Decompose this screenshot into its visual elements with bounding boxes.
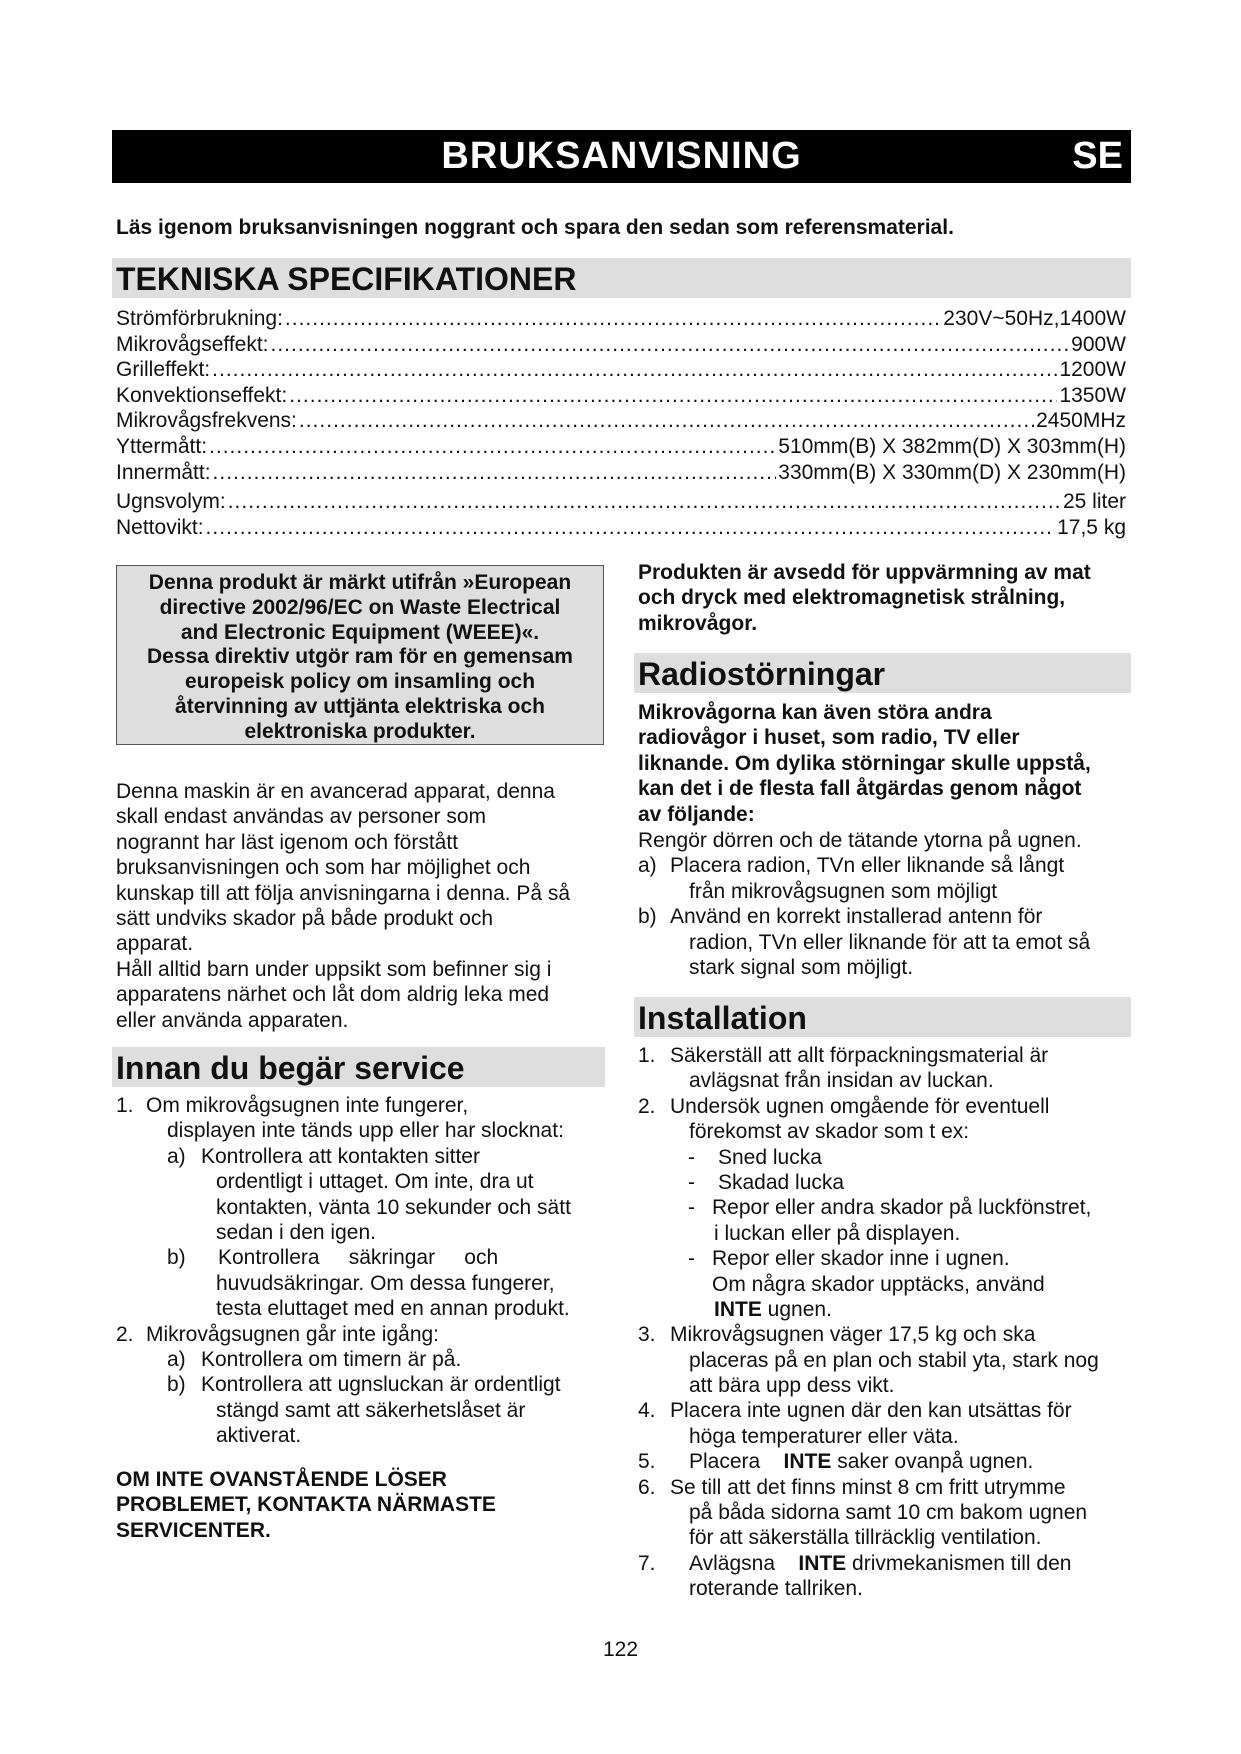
- list-item: [638, 955, 1138, 980]
- item-text: Skadad lucka: [718, 1170, 845, 1194]
- list-item: [638, 904, 1138, 929]
- item-number: b): [167, 1373, 186, 1397]
- intro-text: Läs igenom bruksanvisningen noggrant och spara den sedan som referensmaterial.: [116, 216, 954, 239]
- spec-value: 330mm(B) X 330mm(D) X 230mm(H): [778, 460, 1126, 484]
- list-item: [638, 853, 1138, 878]
- list-item: [116, 1220, 616, 1245]
- item-text: aktiverat.: [216, 1424, 302, 1448]
- item-bullet: -: [688, 1196, 695, 1220]
- para-line: radiovågor i huset, som radio, TV eller: [638, 726, 1020, 750]
- list-item: [638, 1145, 1138, 1170]
- spec-value: 2450MHz: [1036, 409, 1126, 433]
- list-item: [638, 1348, 1138, 1373]
- list-item: [116, 1093, 616, 1118]
- list-item: [116, 1347, 616, 1372]
- item-number: 6.: [638, 1475, 656, 1499]
- list-item: [116, 1195, 616, 1220]
- spec-label: Ugnsvolym:: [116, 490, 226, 514]
- para-line: skall endast användas av personer som: [116, 805, 487, 829]
- para-line: apparatens närhet och låt dom aldrig leka med: [116, 983, 550, 1007]
- spec-label: Strömförbrukning:: [116, 307, 283, 330]
- list-item: [638, 1272, 1138, 1297]
- weee-line: Dessa direktiv utgör ram för en gemensam: [147, 645, 573, 669]
- spec-value: 1200W: [1059, 358, 1126, 382]
- list-item: [638, 1094, 1138, 1119]
- item-text: displayen inte tänds upp eller har slocknat:: [167, 1119, 564, 1143]
- item-text: stark signal som möjligt.: [689, 955, 914, 979]
- list-item: [638, 1475, 1138, 1500]
- spec-label: Yttermått:: [116, 434, 208, 458]
- item-text: Undersök ugnen omgående för eventuell: [670, 1094, 1050, 1118]
- list-item: [116, 1271, 616, 1296]
- radio-intro: [638, 700, 1091, 827]
- spec-row: [116, 383, 1126, 409]
- item-text: Avlägsna INTE drivmekanismen till den: [689, 1551, 1072, 1575]
- list-item: [638, 1246, 1138, 1271]
- item-text: testa eluttaget med en annan produkt.: [216, 1297, 570, 1321]
- spec-row: [116, 489, 1126, 515]
- weee-line: directive 2002/96/EC on Waste Electrical: [159, 595, 561, 619]
- usage-paragraph: [116, 779, 570, 1033]
- page-number: 122: [602, 1638, 639, 1661]
- spec-label: Mikrovågseffekt:: [116, 332, 269, 356]
- radio-list: [638, 828, 1138, 980]
- item-number: 1.: [116, 1094, 134, 1117]
- list-item: [638, 1297, 1138, 1322]
- list-item: [638, 1398, 1138, 1423]
- list-item: [638, 879, 1138, 904]
- list-item: [116, 1423, 616, 1448]
- contact-line: SERVICENTER.: [116, 1518, 271, 1542]
- item-text: radion, TVn eller liknande för att ta emot så: [689, 930, 1091, 954]
- list-item: [116, 1144, 616, 1169]
- item-number: 4.: [638, 1399, 656, 1423]
- list-item: [116, 1296, 616, 1321]
- list-item: [116, 1322, 616, 1347]
- specs-list: [116, 306, 1126, 540]
- page-title: BRUKSANVISNING: [441, 135, 802, 177]
- weee-line: and Electronic Equipment (WEEE)«.: [180, 620, 540, 644]
- para-line: bruksanvisningen och som har möjlighet och: [116, 856, 531, 880]
- list-item: [638, 1525, 1138, 1550]
- spec-label: Innermått:: [116, 460, 211, 484]
- item-text: förekomst av skador som t ex:: [689, 1120, 970, 1144]
- radio-heading: Radiostörningar: [634, 653, 1131, 693]
- service-contact-notice: [116, 1467, 496, 1543]
- item-text: Placera inte ugnen där den kan utsättas för: [670, 1399, 1072, 1423]
- language-code: SE: [1072, 135, 1123, 177]
- item-text: Kontrollera att kontakten sitter: [201, 1144, 480, 1168]
- spec-label: Mikrovågsfrekvens:: [116, 409, 297, 433]
- para-line: nogrannt har läst igenom och förstått: [116, 830, 459, 854]
- item-text: INTE ugnen.: [714, 1297, 832, 1321]
- weee-line: Denna produkt är märkt utifrån »European: [148, 571, 572, 594]
- item-number: 2.: [116, 1322, 134, 1346]
- item-text: avlägsnat från insidan av luckan.: [689, 1069, 994, 1093]
- item-text: Repor eller andra skador på luckfönstret,: [712, 1196, 1092, 1220]
- spec-row: [116, 357, 1126, 383]
- list-item: [116, 1118, 616, 1143]
- item-number: 7.: [638, 1551, 656, 1575]
- item-text: att bära upp dess vikt.: [689, 1374, 895, 1398]
- para-line: kan det i de flesta fall åtgärdas genom något: [638, 777, 1082, 801]
- list-item: [638, 1576, 1138, 1601]
- item-text: Sned lucka: [718, 1145, 822, 1169]
- spec-row: [116, 306, 1126, 332]
- item-text: Placera radion, TVn eller liknande så långt: [670, 854, 1065, 878]
- item-text: placeras på en plan och stabil yta, stark nog: [689, 1348, 1099, 1372]
- item-number: a): [638, 854, 657, 878]
- contact-line: PROBLEMET, KONTAKTA NÄRMASTE: [116, 1493, 496, 1517]
- weee-notice-box: [116, 565, 604, 745]
- para-line: eller använda apparaten.: [116, 1008, 349, 1032]
- spec-value: 900W: [1071, 332, 1126, 356]
- list-item: [638, 1373, 1138, 1398]
- para-line: mikrovågor.: [638, 611, 758, 635]
- para-line: kunskap till att följa anvisningarna i denna. På så: [116, 881, 571, 905]
- item-text: Säkerställ att allt förpackningsmaterial är: [670, 1044, 1049, 1067]
- para-line: sätt undviks skador på både produkt och: [116, 907, 494, 931]
- spec-row: [116, 332, 1126, 358]
- service-heading: Innan du begär service: [112, 1047, 605, 1087]
- list-item: [638, 1551, 1138, 1576]
- list-item: [638, 1424, 1138, 1449]
- weee-line: europeisk policy om insamling och: [184, 670, 536, 694]
- item-number: 3.: [638, 1323, 656, 1347]
- item-number: a): [167, 1144, 186, 1168]
- spec-row: [116, 460, 1126, 486]
- installation-heading: Installation: [634, 997, 1131, 1037]
- list-item: [638, 1500, 1138, 1525]
- para-line: av följande:: [638, 802, 755, 826]
- service-list: [116, 1093, 616, 1448]
- item-text: Kontrollera att ugnsluckan är ordentligt: [201, 1373, 561, 1397]
- item-text: höga temperaturer eller väta.: [689, 1424, 959, 1448]
- spec-row: [116, 434, 1126, 460]
- item-text: Använd en korrekt installerad antenn för: [670, 905, 1043, 929]
- item-text: för att säkerställa tillräcklig ventilation.: [689, 1526, 1042, 1550]
- item-text: Se till att det finns minst 8 cm fritt utrymme: [670, 1475, 1066, 1499]
- para-line: och dryck med elektromagnetisk strålning,: [638, 586, 1066, 610]
- item-number: b): [167, 1246, 186, 1270]
- para-line: apparat.: [116, 932, 194, 956]
- spec-value: 1350W: [1059, 383, 1126, 407]
- item-number: 1.: [638, 1044, 656, 1067]
- list-item: [638, 1043, 1138, 1068]
- purpose-paragraph: [638, 560, 1091, 636]
- item-text: Kontrollera säkringar och: [218, 1246, 499, 1270]
- spec-value: 230V~50Hz,1400W: [943, 307, 1126, 330]
- para-line: liknande. Om dylika störningar skulle uppstå,: [638, 751, 1091, 775]
- item-number: b): [638, 905, 657, 929]
- item-text: Placera INTE saker ovanpå ugnen.: [689, 1450, 1034, 1474]
- para-line: Mikrovågorna kan även störa andra: [638, 701, 992, 724]
- item-text: Repor eller skador inne i ugnen.: [712, 1247, 1010, 1271]
- item-bullet: -: [688, 1170, 695, 1194]
- list-item: [638, 930, 1138, 955]
- list-item: [638, 1170, 1138, 1195]
- list-item: [116, 1398, 616, 1423]
- item-text: Rengör dörren och de tätande ytorna på ugnen.: [638, 829, 1082, 852]
- para-line: Produkten är avsedd för uppvärmning av mat: [638, 561, 1091, 584]
- item-text: Om mikrovågsugnen inte fungerer,: [146, 1094, 469, 1117]
- contact-line: OM INTE OVANSTÅENDE LÖSER: [116, 1468, 447, 1491]
- spec-row: [116, 408, 1126, 434]
- item-text: roterande tallriken.: [689, 1577, 863, 1601]
- item-text: Kontrollera om timern är på.: [201, 1347, 462, 1371]
- list-item: [638, 1449, 1138, 1474]
- spec-label: Grilleffekt:: [116, 358, 211, 382]
- list-item: [116, 1372, 616, 1397]
- item-bullet: -: [688, 1145, 695, 1169]
- installation-list: [638, 1043, 1138, 1602]
- spec-value: 17,5 kg: [1057, 515, 1126, 539]
- list-item: [638, 1119, 1138, 1144]
- item-text: Mikrovågsugnen väger 17,5 kg och ska: [670, 1323, 1036, 1347]
- item-number: 5.: [638, 1450, 656, 1474]
- weee-line: elektroniska produkter.: [244, 719, 476, 743]
- spec-value: 25 liter: [1062, 490, 1126, 514]
- item-text: i luckan eller på displayen.: [714, 1221, 961, 1245]
- item-text: ordentligt i uttaget. Om inte, dra ut: [216, 1170, 534, 1194]
- item-text: stängd samt att säkerhetslåset är: [216, 1398, 526, 1422]
- item-number: a): [167, 1347, 186, 1371]
- list-item: [638, 1195, 1138, 1220]
- weee-line: återvinning av uttjänta elektriska och: [175, 694, 545, 718]
- list-item: [116, 1169, 616, 1194]
- list-item: [638, 828, 1138, 853]
- spec-value: 510mm(B) X 382mm(D) X 303mm(H): [778, 434, 1126, 458]
- item-text: Mikrovågsugnen går inte igång:: [146, 1322, 440, 1346]
- para-line: Denna maskin är en avancerad apparat, denna: [116, 780, 555, 803]
- list-item: [638, 1068, 1138, 1093]
- spec-label: Konvektionseffekt:: [116, 383, 288, 407]
- para-line: Håll alltid barn under uppsikt som befinner sig i: [116, 957, 552, 981]
- list-item: [116, 1245, 616, 1270]
- item-text: huvudsäkringar. Om dessa fungerer,: [216, 1271, 555, 1295]
- title-banner: [112, 130, 1131, 183]
- spec-row: [116, 515, 1126, 541]
- list-item: [638, 1322, 1138, 1347]
- item-number: 2.: [638, 1094, 656, 1118]
- item-text: på båda sidorna samt 10 cm bakom ugnen: [689, 1501, 1088, 1525]
- item-text: från mikrovågsugnen som möjligt: [689, 879, 998, 903]
- specs-heading: TEKNISKA SPECIFIKATIONER: [112, 258, 1131, 298]
- list-item: [638, 1221, 1138, 1246]
- item-text: sedan i den igen.: [216, 1220, 376, 1244]
- spec-label: Nettovikt:: [116, 515, 204, 539]
- item-text: kontakten, vänta 10 sekunder och sätt: [216, 1195, 571, 1219]
- item-bullet: -: [688, 1247, 695, 1271]
- item-text: Om några skador upptäcks, använd: [712, 1272, 1045, 1296]
